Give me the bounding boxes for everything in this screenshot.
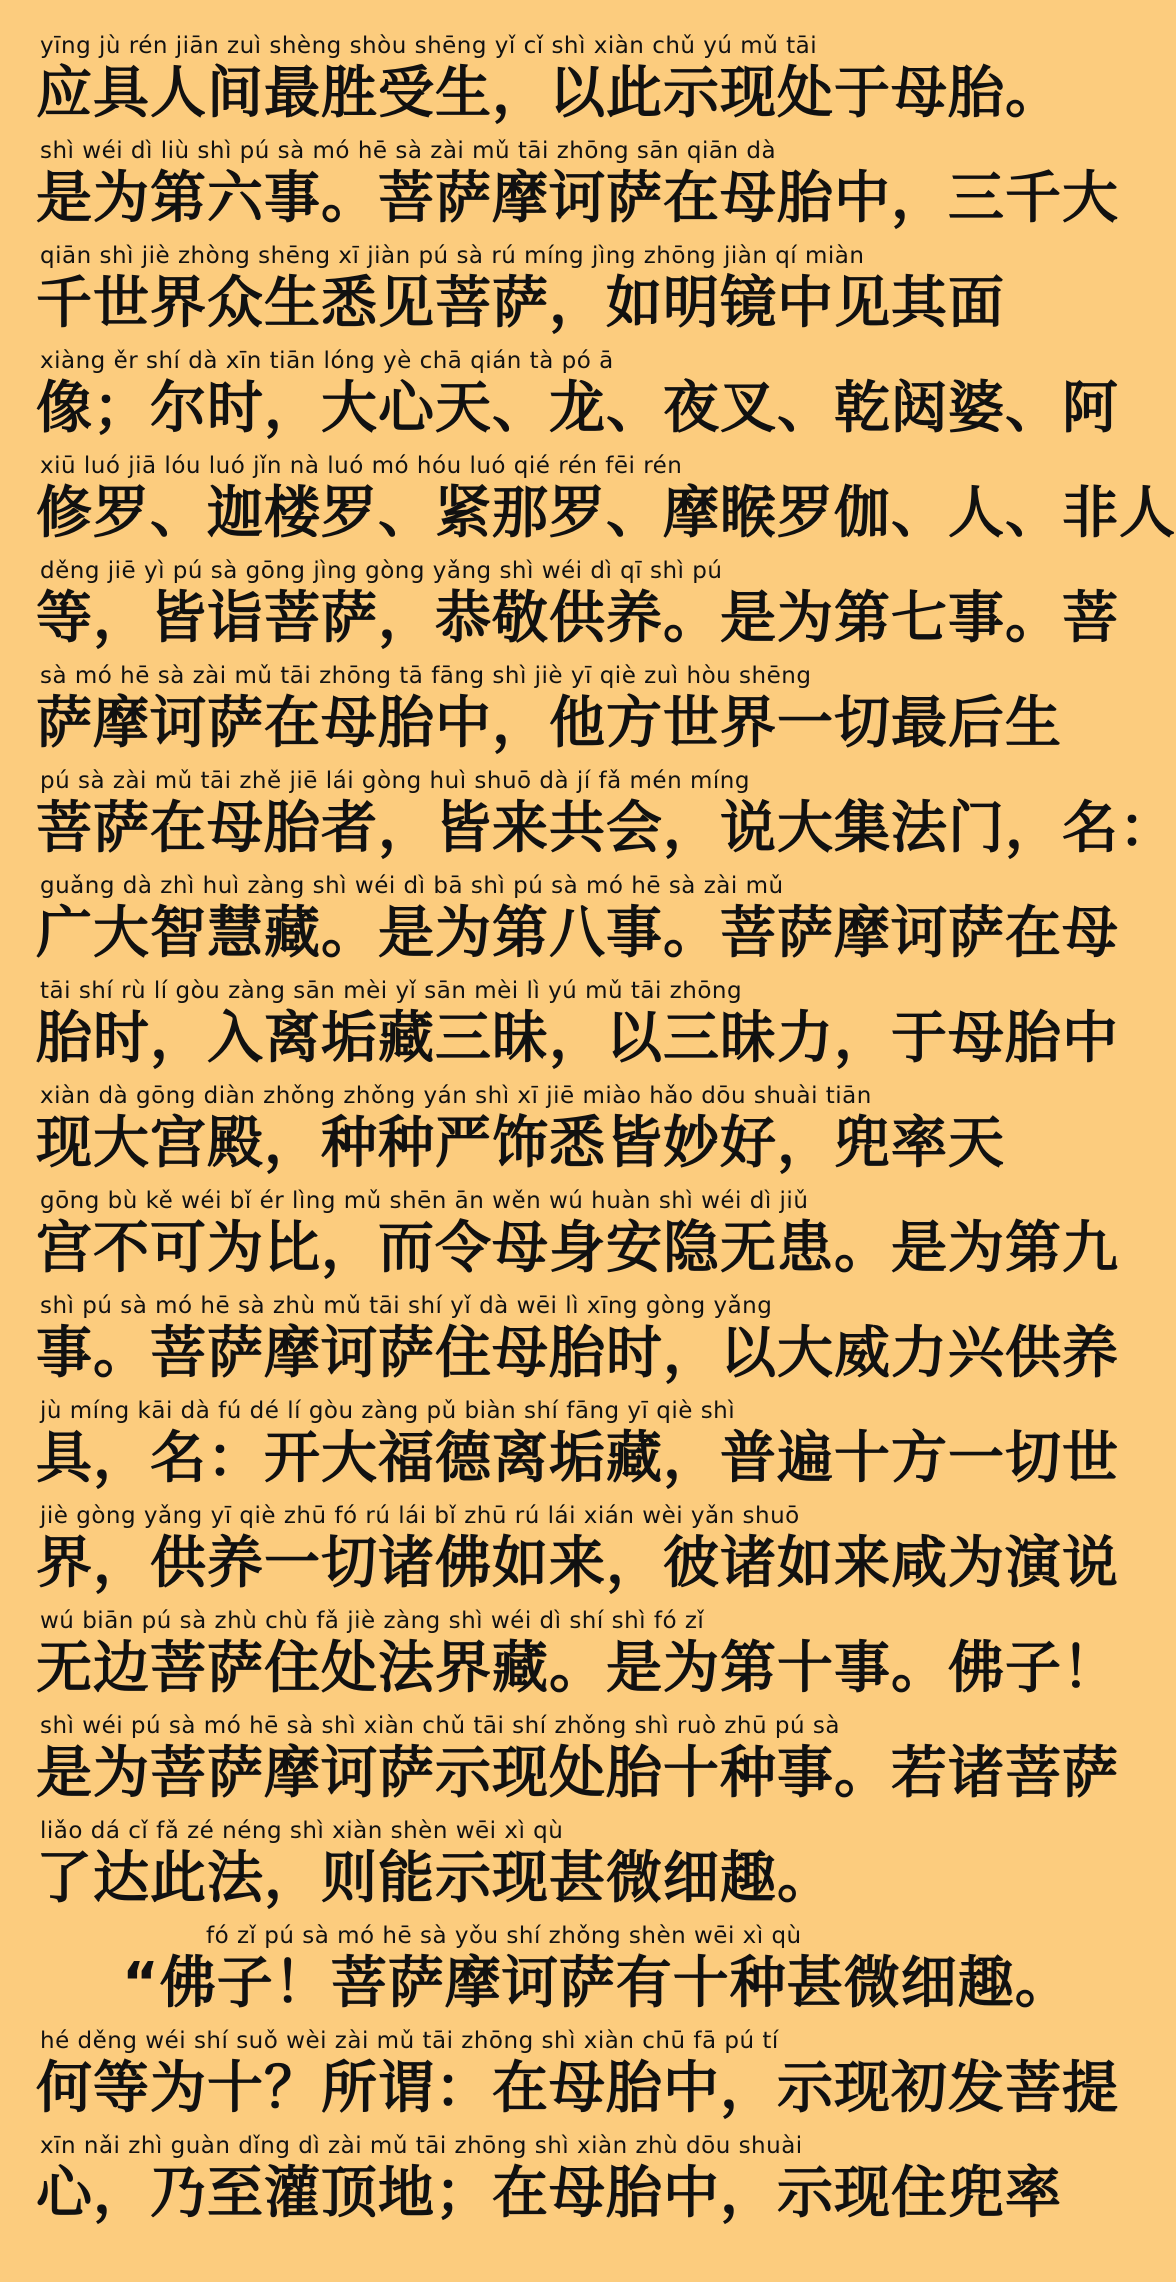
chinese-text: 修罗、迦楼罗、紧那罗、摩睺罗伽、人、非人 <box>36 481 1176 546</box>
chinese-text: “佛子！菩萨摩诃萨有十种甚微细趣。 <box>122 1951 1072 2016</box>
pinyin-text: xiàng ěr shí dà xīn tiān lóng yè chā qián tà pó ā <box>40 348 614 374</box>
text-line <box>36 1815 1046 1920</box>
chinese-text: 等，皆诣菩萨，恭敬供养。是为第七事。菩 <box>36 586 1119 651</box>
chinese-text: 千世界众生悉见菩萨，如明镜中见其面 <box>36 271 1005 336</box>
pinyin-text: guǎng dà zhì huì zàng shì wéi dì bā shì pú sà mó hē sà zài mǔ <box>40 873 784 899</box>
pinyin-text: jù míng kāi dà fú dé lí gòu zàng pǔ biàn shí fāng yī qiè shì <box>40 1398 736 1424</box>
text-line <box>36 660 1062 765</box>
chinese-text: 广大智慧藏。是为第八事。菩萨摩诃萨在母 <box>36 901 1119 966</box>
text-line <box>36 1395 1119 1500</box>
chinese-text: 了达此法，则能示现甚微细趣。 <box>36 1846 834 1911</box>
text-line <box>36 1290 1119 1395</box>
chinese-text: 心，乃至灌顶地；在母胎中，示现住兜率 <box>36 2161 1062 2226</box>
text-line <box>36 555 1119 660</box>
pinyin-text: pú sà zài mǔ tāi zhě jiē lái gòng huì shuō dà jí fǎ mén míng <box>40 768 750 794</box>
pinyin-text: děng jiē yì pú sà gōng jìng gòng yǎng shì wéi dì qī shì pú <box>40 558 723 584</box>
chinese-text: 像；尔时，大心天、龙、夜叉、乾闼婆、阿 <box>36 376 1119 441</box>
chinese-text: 宫不可为比，而令母身安隐无患。是为第九 <box>36 1216 1119 1281</box>
chinese-text: 事。菩萨摩诃萨住母胎时，以大威力兴供养 <box>36 1321 1119 1386</box>
text-line <box>36 240 1046 345</box>
chinese-text: 萨摩诃萨在母胎中，他方世界一切最后生 <box>36 691 1062 756</box>
pinyin-text: jiè gòng yǎng yī qiè zhū fó rú lái bǐ zhū rú lái xián wèi yǎn shuō <box>40 1503 800 1529</box>
pinyin-text: shì wéi pú sà mó hē sà shì xiàn chǔ tāi shí zhǒng shì ruò zhū pú sà <box>40 1713 840 1739</box>
text-line <box>36 1185 1119 1290</box>
text-line <box>36 1605 1119 1710</box>
pinyin-text: fó zǐ pú sà mó hē sà yǒu shí zhǒng shèn wēi xì qù <box>206 1923 802 1949</box>
pinyin-text: wú biān pú sà zhù chù fǎ jiè zàng shì wéi dì shí shì fó zǐ <box>40 1608 705 1634</box>
text-line <box>36 2130 1062 2235</box>
text-line <box>36 975 1119 1080</box>
chinese-text: 是为第六事。菩萨摩诃萨在母胎中，三千大 <box>36 166 1119 231</box>
pinyin-text: shì wéi dì liù shì pú sà mó hē sà zài mǔ tāi zhōng sān qiān dà <box>40 138 777 164</box>
text-line <box>36 345 1119 450</box>
chinese-text: 是为菩萨摩诃萨示现处胎十种事。若诸菩萨 <box>36 1741 1119 1806</box>
text-line <box>36 450 1176 555</box>
chinese-text: 应具人间最胜受生，以此示现处于母胎。 <box>36 61 1062 126</box>
pinyin-text: shì pú sà mó hē sà zhù mǔ tāi shí yǐ dà wēi lì xīng gòng yǎng <box>40 1293 773 1319</box>
chinese-text: 胎时，入离垢藏三昧，以三昧力，于母胎中 <box>36 1006 1119 1071</box>
pinyin-text: qiān shì jiè zhòng shēng xī jiàn pú sà rú míng jìng zhōng jiàn qí miàn <box>40 243 865 269</box>
text-line <box>36 765 1176 870</box>
pinyin-text: gōng bù kě wéi bǐ ér lìng mǔ shēn ān wěn wú huàn shì wéi dì jiǔ <box>40 1188 809 1214</box>
chinese-text: 界，供养一切诸佛如来，彼诸如来咸为演说 <box>36 1531 1119 1596</box>
text-line <box>36 30 1062 135</box>
pinyin-text: xiū luó jiā lóu luó jǐn nà luó mó hóu luó qié rén fēi rén <box>40 453 683 479</box>
text-line <box>36 1080 1046 1185</box>
pinyin-text: yīng jù rén jiān zuì shèng shòu shēng yǐ cǐ shì xiàn chǔ yú mǔ tāi <box>40 33 818 59</box>
pinyin-text: tāi shí rù lí gòu zàng sān mèi yǐ sān mèi lì yú mǔ tāi zhōng <box>40 978 743 1004</box>
text-line <box>36 135 1119 240</box>
text-line <box>36 1500 1119 1605</box>
pinyin-text: liǎo dá cǐ fǎ zé néng shì xiàn shèn wēi xì qù <box>40 1818 564 1844</box>
chinese-text: 具，名：开大福德离垢藏，普遍十方一切世 <box>36 1426 1119 1491</box>
pinyin-text: xīn nǎi zhì guàn dǐng dì zài mǔ tāi zhōng shì xiàn zhù dōu shuài <box>40 2133 803 2159</box>
text-line <box>36 1920 1072 2025</box>
chinese-text: 何等为十？所谓：在母胎中，示现初发菩提 <box>36 2056 1119 2121</box>
chinese-text: 菩萨在母胎者，皆来共会，说大集法门，名： <box>36 796 1176 861</box>
chinese-text: 无边菩萨住处法界藏。是为第十事。佛子！ <box>36 1636 1119 1701</box>
pinyin-text: hé děng wéi shí suǒ wèi zài mǔ tāi zhōng shì xiàn chū fā pú tí <box>40 2028 779 2054</box>
chinese-text: 现大宫殿，种种严饰悉皆妙好，兜率天 <box>36 1111 1005 1176</box>
text-line <box>36 2025 1119 2130</box>
text-line <box>36 1710 1119 1815</box>
text-line <box>36 870 1119 975</box>
pinyin-text: xiàn dà gōng diàn zhǒng zhǒng yán shì xī jiē miào hǎo dōu shuài tiān <box>40 1083 872 1109</box>
pinyin-text: sà mó hē sà zài mǔ tāi zhōng tā fāng shì jiè yī qiè zuì hòu shēng <box>40 663 812 689</box>
